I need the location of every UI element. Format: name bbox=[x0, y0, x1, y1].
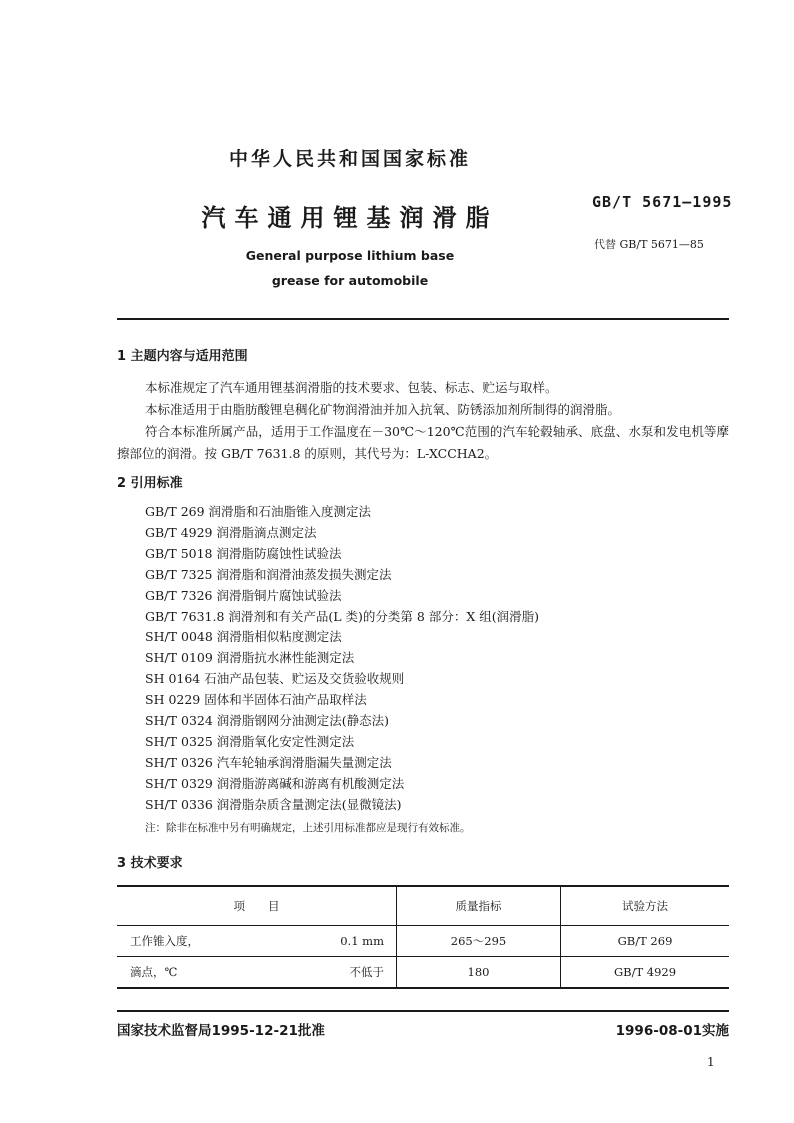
table-row bbox=[117, 926, 729, 957]
reference-item: SH/T 0109 润滑脂抗水淋性能测定法 bbox=[145, 650, 355, 666]
reference-item: SH/T 0325 润滑脂氧化安定性测定法 bbox=[145, 733, 355, 749]
reference-item: SH/T 0329 润滑脂游离碱和游离有机酸测定法 bbox=[145, 775, 405, 791]
reference-item: SH 0229 固体和半固体石油产品取样法 bbox=[145, 692, 367, 708]
cell-method: GB/T 4929 bbox=[613, 965, 677, 979]
reference-item: GB/T 4929 润滑脂滴点测定法 bbox=[145, 524, 317, 540]
reference-item: SH 0164 石油产品包装、贮运及交货验收规则 bbox=[145, 671, 405, 687]
cell-method: GB/T 269 bbox=[617, 934, 673, 948]
section-1-paragraph: 符合本标准所属产品，适用于工作温度在－30℃～120℃范围的汽车轮毂轴承、底盘、水泵和发电机等摩擦部位的润滑。按 GB/T 7631.8 的原则，其代号为：L-XCCHA2。 bbox=[117, 424, 729, 461]
reference-list bbox=[145, 502, 539, 816]
reference-note: 注：除非在标准中另有明确规定，上述引用标准都应是现行有效标准。 bbox=[145, 822, 471, 834]
section-3-heading: 3 技术要求 bbox=[117, 856, 183, 871]
reference-item: SH/T 0326 汽车轮轴承润滑脂漏失量测定法 bbox=[145, 754, 392, 770]
standard-code: GB/T 5671—1995 bbox=[592, 193, 733, 211]
header-method: 试验方法 bbox=[622, 899, 668, 913]
cell-item: 滴点，℃ bbox=[130, 965, 178, 979]
spec-table bbox=[117, 885, 729, 989]
reference-item: GB/T 7325 润滑脂和润滑油蒸发损失测定法 bbox=[145, 566, 392, 582]
national-standard-heading: 中华人民共和国国家标准 bbox=[228, 148, 471, 170]
effective-date: 1996-08-01实施 bbox=[615, 1023, 729, 1039]
section-1-paragraph: 本标准规定了汽车通用锂基润滑脂的技术要求、包装、标志、贮运与取样。 bbox=[145, 380, 558, 395]
section-1-paragraph: 本标准适用于由脂肪酸锂皂稠化矿物润滑油并加入抗氧、防锈添加剂所制得的润滑脂。 bbox=[145, 402, 621, 417]
reference-item: GB/T 7631.8 润滑剂和有关产品(L 类)的分类第 8 部分：X 组(润滑脂) bbox=[145, 608, 539, 624]
page-number: 1 bbox=[707, 1055, 715, 1069]
table-row bbox=[117, 957, 729, 989]
header-rule bbox=[117, 318, 729, 320]
section-1-heading: 1 主题内容与适用范围 bbox=[117, 349, 248, 364]
replaces-note: 代替 GB/T 5671—85 bbox=[594, 238, 704, 251]
reference-item: SH/T 0048 润滑脂相似粘度测定法 bbox=[145, 629, 342, 645]
english-title-line-2: grease for automobile bbox=[271, 273, 429, 288]
footer-rule bbox=[117, 1010, 729, 1012]
header-quality: 质量指标 bbox=[397, 886, 561, 926]
header-item: 项 目 bbox=[233, 899, 280, 913]
approval-line: 国家技术监督局1995-12-21批准 bbox=[117, 1023, 325, 1039]
table-header-row bbox=[117, 886, 729, 926]
cell-quality: 180 bbox=[397, 957, 561, 989]
section-2-heading: 2 引用标准 bbox=[117, 476, 183, 491]
cell-unit: 不低于 bbox=[349, 965, 384, 979]
document-title: 汽车通用锂基润滑脂 bbox=[201, 204, 499, 232]
reference-item: GB/T 269 润滑脂和石油脂锥入度测定法 bbox=[145, 504, 372, 519]
cell-quality: 265～295 bbox=[397, 926, 561, 957]
reference-item: GB/T 7326 润滑脂铜片腐蚀试验法 bbox=[145, 587, 342, 603]
cell-unit: 0.1 mm bbox=[340, 934, 384, 948]
english-title-line-1: General purpose lithium base bbox=[245, 248, 455, 263]
reference-item: SH/T 0336 润滑脂杂质含量测定法(显微镜法) bbox=[145, 796, 402, 812]
cell-item: 工作锥入度， bbox=[130, 934, 199, 948]
reference-item: SH/T 0324 润滑脂钢网分油测定法(静态法) bbox=[145, 713, 390, 729]
english-title bbox=[0, 243, 700, 293]
reference-item: GB/T 5018 润滑脂防腐蚀性试验法 bbox=[145, 545, 342, 561]
